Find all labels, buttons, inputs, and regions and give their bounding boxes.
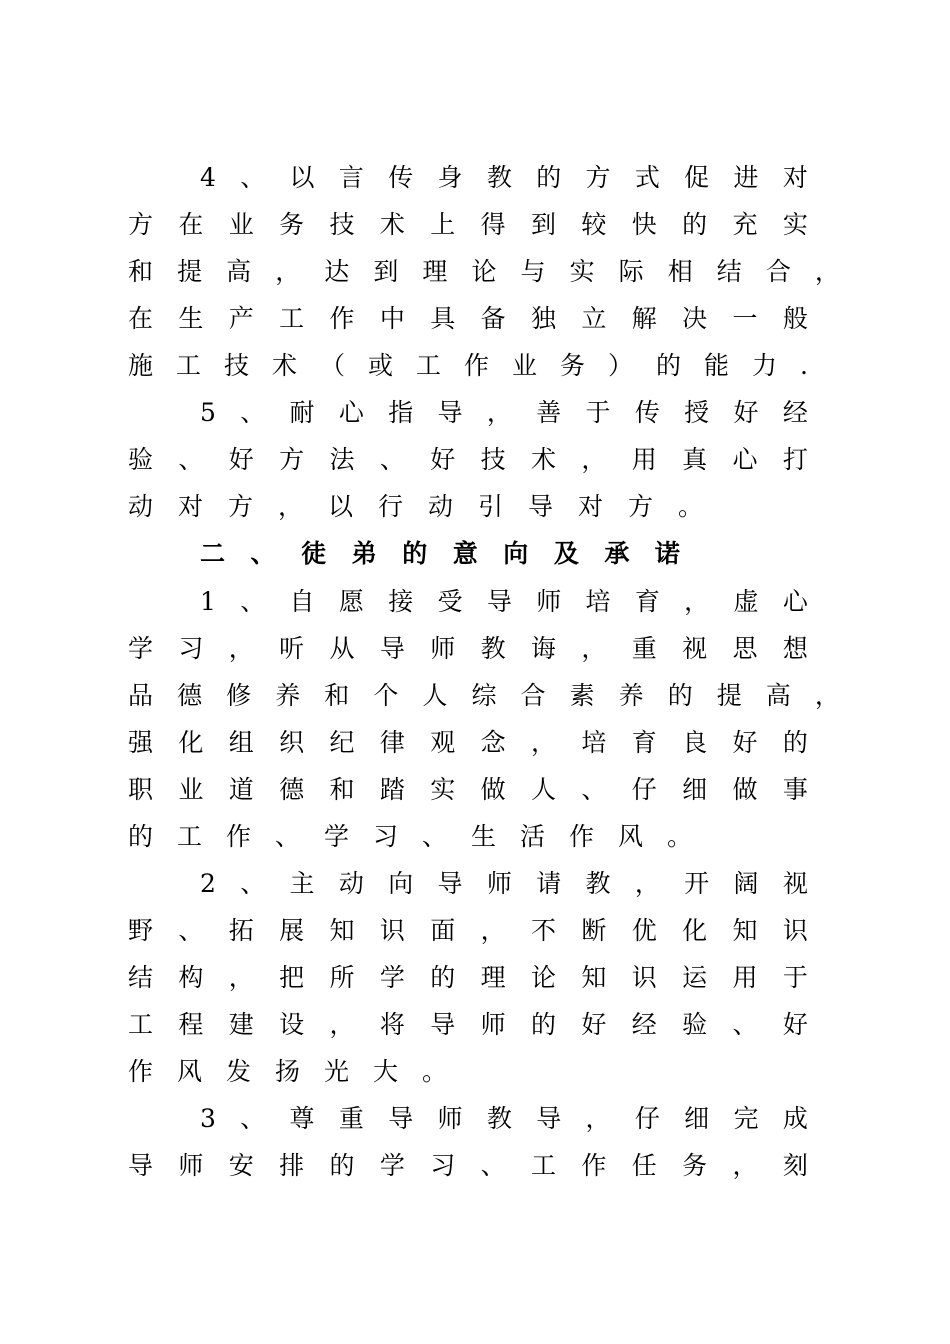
paragraph-line: 结 构 ， 把 所 学 的 理 论 知 识 运 用 于	[128, 963, 808, 992]
paragraph-line: 工 程 建 设 ， 将 导 师 的 好 经 验 、 好	[128, 1010, 808, 1039]
paragraph-line: 学 习 ， 听 从 导 师 教 诲 ， 重 视 思 想	[128, 634, 808, 663]
paragraph-line: 和 提 高 ， 达 到 理 论 与 实 际 相 结 合 ，	[128, 257, 840, 286]
paragraph-line: 2 、 主 动 向 导 师 请 教 ， 开 阔 视	[200, 869, 808, 898]
paragraph-line: 在 生 产 工 作 中 具 备 独 立 解 决 一 般	[128, 304, 808, 333]
paragraph-line: 1 、 自 愿 接 受 导 师 培 育 ， 虚 心	[200, 587, 808, 616]
paragraph-line: 品 德 修 养 和 个 人 综 合 素 养 的 提 高 ，	[128, 681, 840, 710]
paragraph-line: 方 在 业 务 技 术 上 得 到 较 快 的 充 实	[128, 210, 808, 239]
paragraph-line: 施 工 技 术 （ 或 工 作 业 务 ） 的 能 力 .	[128, 351, 808, 380]
paragraph-line: 野 、 拓 展 知 识 面 ， 不 断 优 化 知 识	[128, 916, 808, 945]
paragraph-line: 4 、 以 言 传 身 教 的 方 式 促 进 对	[200, 163, 808, 192]
paragraph-line: 验 、 好 方 法 、 好 技 术 ， 用 真 心 打	[128, 445, 808, 474]
paragraph-line: 强 化 组 织 纪 律 观 念 ， 培 育 良 好 的	[128, 728, 808, 757]
paragraph-line: 的工作、学习、生活作风。	[128, 822, 717, 851]
paragraph-line: 动对方，以行动引导对方。	[128, 492, 729, 521]
paragraph-line: 作风发扬光大。	[128, 1057, 472, 1086]
paragraph-line: 3 、 尊 重 导 师 教 导 ， 仔 细 完 成	[200, 1104, 808, 1133]
paragraph-line: 职 业 道 德 和 踏 实 做 人 、 仔 细 做 事	[128, 775, 808, 804]
section-heading: 二 、 徒 弟 的 意 向 及 承 诺	[200, 539, 680, 568]
paragraph-line: 导 师 安 排 的 学 习 、 工 作 任 务 ， 刻	[128, 1151, 808, 1180]
paragraph-line: 5 、 耐 心 指 导 ， 善 于 传 授 好 经	[200, 398, 808, 427]
